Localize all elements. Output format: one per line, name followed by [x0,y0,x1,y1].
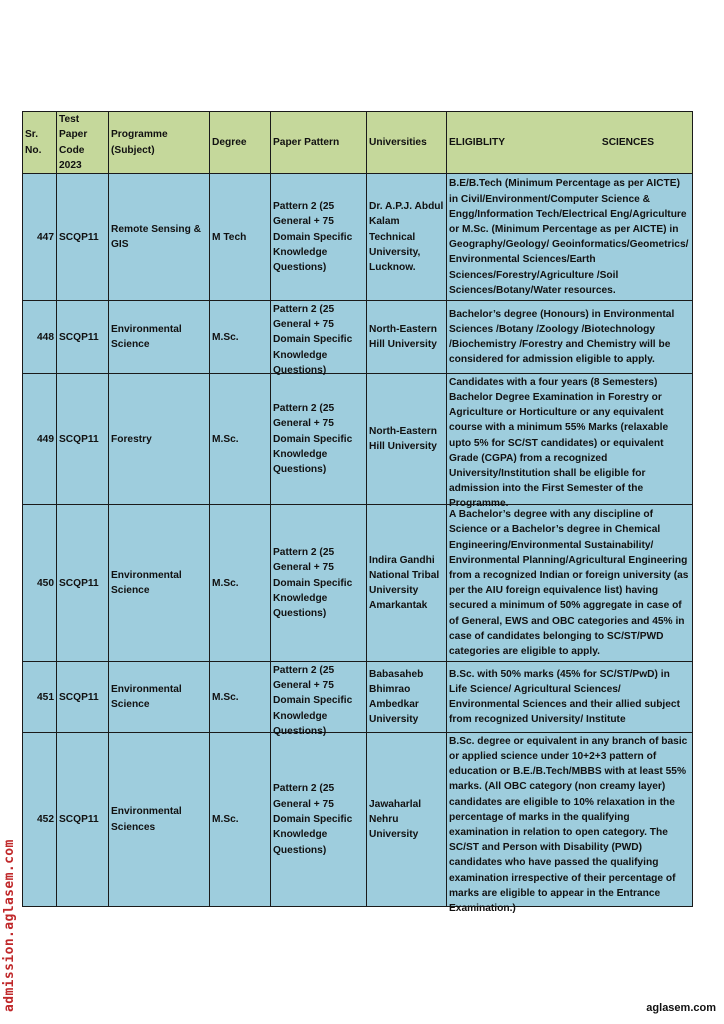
cell-code: SCQP11 [57,733,109,907]
cell-programme: Environmental Science [109,662,210,733]
header-sciences: SCIENCES [601,136,654,148]
cell-sr: 447 [23,174,57,301]
header-test-paper-code: Test Paper Code 2023 [57,112,109,174]
eligibility-text: B.Sc. degree or equivalent in any branch of basic or applied science under 10+2+3 pattern of education or B.E./B.Tech/MBBS with at least 55% marks. (All OBC category (non creamy layer) candidates are eligible to 10% relaxation in the percentage of marks in the qualifying examination in relation to open category. The SC/ST and Person with Disability (PWD) candidates who have passed the qualifying examination irrespective of their percentage of marks are eligible to appear in the Entrance Examination.) [449,735,688,914]
eligibility-text: Bachelor’s degree (Honours) in Environmental Sciences /Botany /Zoology /Biotechnology /Biochemistry /Forestry and Chemistry will be considered for admission eligible to apply. [449,308,675,366]
cell-programme: Forestry [109,374,210,505]
cell-pattern: Pattern 2 (25 General + 75 Domain Specific Knowledge Questions) [271,174,367,301]
cell-university: North-Eastern Hill University [367,301,447,374]
table-row [23,301,693,374]
cell-eligibility [447,374,693,510]
table-row [23,505,693,662]
cell-programme: Environmental Science [109,301,210,374]
cell-degree: M.Sc. [210,374,271,505]
eligibility-table [22,111,693,914]
header-eligibility-cell [447,112,693,174]
header-paper-pattern: Paper Pattern [271,112,367,174]
table-row [23,174,693,301]
cell-sr: 452 [23,733,57,907]
cell-pattern [271,662,367,737]
table-row [23,733,693,907]
cell-sr: 451 [23,662,57,733]
cell-degree: M.Sc. [210,733,271,907]
cell-degree: M.Sc. [210,301,271,374]
header-programme: Programme (Subject) [109,112,210,174]
eligibility-text: B.Sc. with 50% marks (45% for SC/ST/PwD) in Life Science/ Agricultural Sciences/ Environmental Sciences and their allied subject from recognized University/ Institute [449,668,680,726]
cell-university: North-Eastern Hill University [367,374,447,505]
table-header-row [23,112,693,174]
eligibility-text: B.E/B.Tech (Minimum Percentage as per AICTE) in Civil/Environment/Computer Science & Engg/Information Tech/Electrical Eng/Agriculture or M.Sc. (Minimum Percentage as per AICTE) in Geography/Geology/ Geoinformatics/Geometrics/ Environmental Sciences/Earth Sciences/Forestry/Agriculture /Soil Sciences/Botany/Water resources. [449,178,689,296]
cell-sr: 448 [23,301,57,374]
header-degree: Degree [210,112,271,174]
cell-eligibility [447,662,693,733]
cell-code: SCQP11 [57,174,109,301]
cell-university: Jawaharlal Nehru University [367,733,447,907]
cell-programme: Remote Sensing & GIS [109,174,210,301]
cell-eligibility [447,733,693,914]
cell-eligibility [447,174,693,301]
cell-programme: Environmental Sciences [109,733,210,907]
eligibility-text: A Bachelor’s degree with any discipline of Science or a Bachelor’s degree in Chemical Engineering/Environmental Sustainability/ Environmental Planning/Agricultural Engineering from a recognized Indian or foreign university (as per the AIU foreign equivalence list) having secured a minimum of 50% aggregate in case of of General, EWS and OBC categories and 45% in case of candidates belonging to SC/ST/PWD categories are eligible to apply. [449,509,689,657]
header-universities: Universities [367,112,447,174]
cell-code: SCQP11 [57,301,109,374]
cell-pattern: Pattern 2 (25 General + 75 Domain Specific Knowledge Questions) [271,505,367,662]
cell-sr: 449 [23,374,57,505]
watermark-text: admission.aglasem.com [2,839,17,1012]
cell-university: Indira Gandhi National Tribal University Amarkantak [367,505,447,662]
cell-pattern [271,301,367,374]
cell-pattern: Pattern 2 (25 General + 75 Domain Specific Knowledge Questions) [271,733,367,907]
cell-university: Babasaheb Bhimrao Ambedkar University [367,662,447,733]
cell-degree: M.Sc. [210,505,271,662]
cell-eligibility [447,505,693,662]
pattern-text: Pattern 2 (25 General + 75 Domain Specific Knowledge Questions) [273,664,353,737]
cell-code: SCQP11 [57,505,109,662]
header-eligibility: ELIGIBLITY [449,136,506,148]
header-sr-no: Sr. No. [23,112,57,174]
cell-code: SCQP11 [57,662,109,733]
cell-eligibility [447,301,693,374]
cell-sr: 450 [23,505,57,662]
eligibility-text: Candidates with a four years (8 Semesters) Bachelor Degree Examination in Forestry or Agriculture or Horticulture or any equivalent course with a minimum 55% Marks (relaxable upto 5% for SC/ST candidates) or equivalent Grade (CGPA) from a recognized University/Institution shall be eligible for admission into the First Semester of the Programme. [449,376,669,510]
footer-brand: aglasem.com [646,1002,716,1014]
table-row [23,374,693,505]
cell-pattern: Pattern 2 (25 General + 75 Domain Specific Knowledge Questions) [271,374,367,505]
cell-code: SCQP11 [57,374,109,505]
cell-degree: M.Sc. [210,662,271,733]
cell-programme: Environmental Science [109,505,210,662]
cell-degree: M Tech [210,174,271,301]
cell-university: Dr. A.P.J. Abdul Kalam Technical University, Lucknow. [367,174,447,301]
table-row [23,662,693,733]
pattern-text: Pattern 2 (25 General + 75 Domain Specific Knowledge Questions) [273,303,353,376]
